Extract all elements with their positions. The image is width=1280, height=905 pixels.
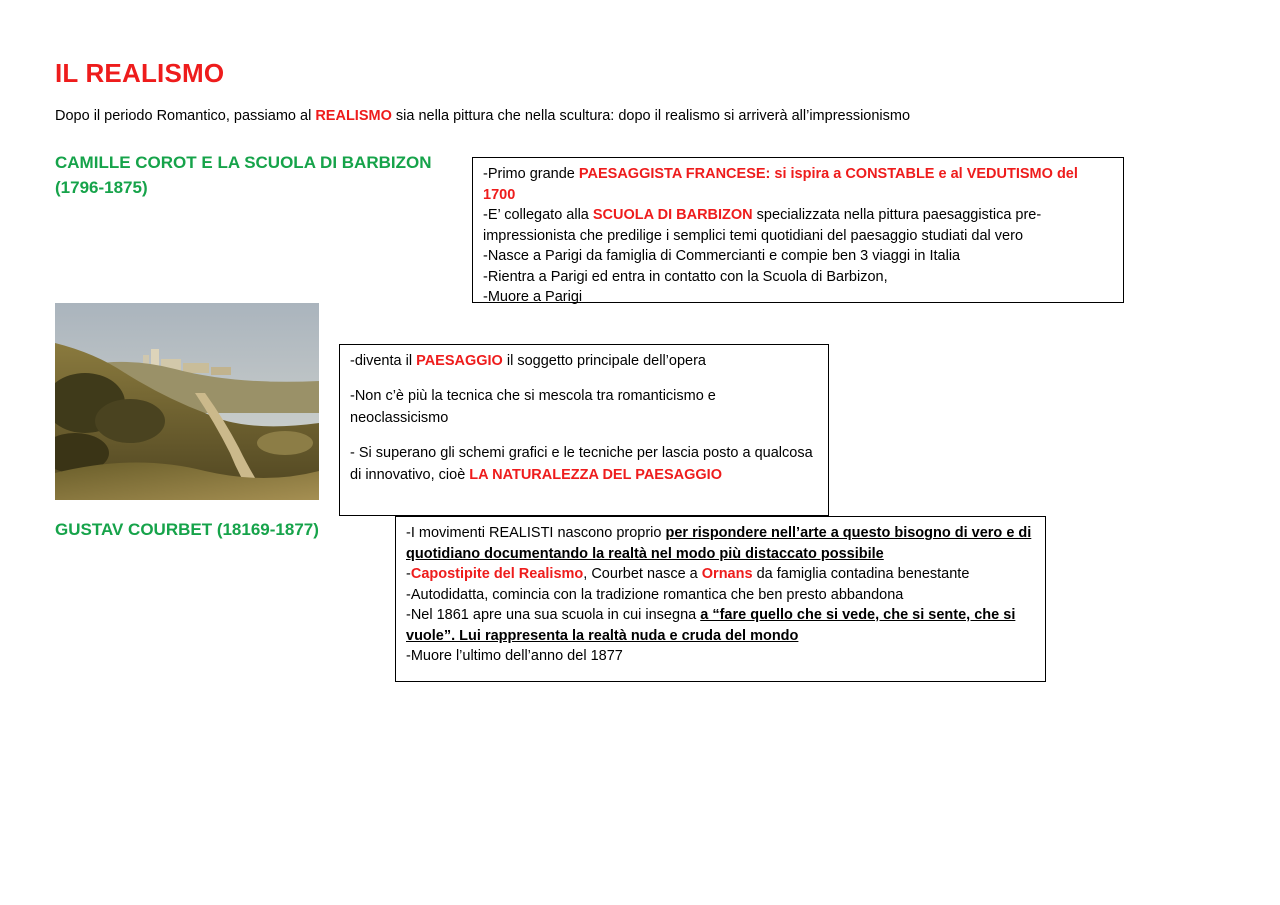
courbet-line-2 (406, 564, 1035, 585)
corot-line-5: -Muore a Parigi (483, 289, 583, 305)
corot-line-4: -Rientra a Parigi ed entra in contatto con la Scuola di Barbizon, (483, 268, 888, 285)
corot-line-2-highlight: SCUOLA DI BARBIZON (592, 207, 753, 223)
intro-text-after: sia nella pittura che nella scultura: dopo il realismo si arriverà all’impressionismo (391, 108, 911, 124)
courbet-line-2-text: , Courbet nasce a (583, 566, 702, 582)
courbet-info-box (395, 516, 1046, 682)
corot-section-title: CAMILLE COROT E LA SCUOLA DI BARBIZON (1796-1875) (55, 153, 432, 197)
paesaggio-line-2: -Non c’è più la tecnica che si mescola tra romanticismo e neoclassicismo (350, 388, 716, 426)
corot-line-1 (483, 164, 1113, 205)
corot-line-1-text: -Primo grande (483, 166, 579, 182)
courbet-line-4 (406, 605, 1035, 646)
paesaggio-line-3-text: - Si superano gli schemi grafici e le tecniche per lascia posto a qualcosa di innovativo, cioè (350, 445, 813, 483)
page-title: IL REALISMO (55, 58, 225, 88)
corot-line-2-rest: specializzata nella pittura paesaggistica pre-impressionista che predilige i semplici temi quotidiani del paesaggio studiati dal vero (483, 207, 1042, 244)
corot-line-1-highlight: PAESAGGISTA FRANCESE: si ispira a CONSTABLE e al VEDUTISMO del 1700 (483, 166, 1078, 203)
paesaggio-line-3-highlight: LA NATURALEZZA DEL PAESAGGIO (469, 467, 722, 483)
paesaggio-info-box (339, 344, 829, 516)
courbet-line-3: -Autodidatta, comincia con la tradizione romantica che ben presto abbandona (406, 586, 904, 603)
courbet-line-1-underlined: per rispondere nell’arte a questo bisogno di vero e di quotidiano documentando la realtà nel modo più distaccato possibile (406, 525, 1032, 562)
corot-landscape-painting (55, 303, 319, 500)
corot-line-2 (483, 205, 1113, 246)
intro-paragraph (55, 108, 910, 124)
courbet-line-5: -Muore l’ultimo dell’anno del 1877 (406, 648, 623, 664)
courbet-line-2-highlight: Capostipite del Realismo (410, 566, 584, 582)
paesaggio-line-3 (350, 442, 818, 486)
courbet-section-title: GUSTAV COURBET (18169-1877) (55, 520, 319, 539)
courbet-line-4-underlined: a “fare quello che si vede, che si sente, che si vuole”. Lui rappresenta la realtà nuda e cruda del mondo (406, 607, 1016, 644)
corot-line-2-text: -E’ collegato alla (483, 207, 593, 223)
courbet-line-1 (406, 523, 1035, 564)
courbet-line-4-text: -Nel 1861 apre una sua scuola in cui insegna (406, 607, 701, 623)
courbet-line-2-ornans: Ornans (701, 566, 753, 582)
paesaggio-line-1-text: -diventa il (350, 353, 417, 369)
intro-highlight: REALISMO (315, 108, 392, 124)
corot-info-box (472, 157, 1124, 303)
paesaggio-line-1-rest: il soggetto principale dell’opera (502, 353, 706, 369)
paesaggio-line-1-highlight: PAESAGGIO (416, 353, 503, 369)
courbet-line-2-dash: - (406, 566, 411, 582)
corot-line-3: -Nasce a Parigi da famiglia di Commercianti e compie ben 3 viaggi in Italia (483, 248, 961, 264)
courbet-line-2-rest: da famiglia contadina benestante (752, 566, 970, 582)
paesaggio-line-1 (350, 350, 818, 372)
courbet-line-1-text: -I movimenti REALISTI nascono proprio (406, 525, 666, 541)
intro-text-before: Dopo il periodo Romantico, passiamo al (55, 108, 316, 124)
